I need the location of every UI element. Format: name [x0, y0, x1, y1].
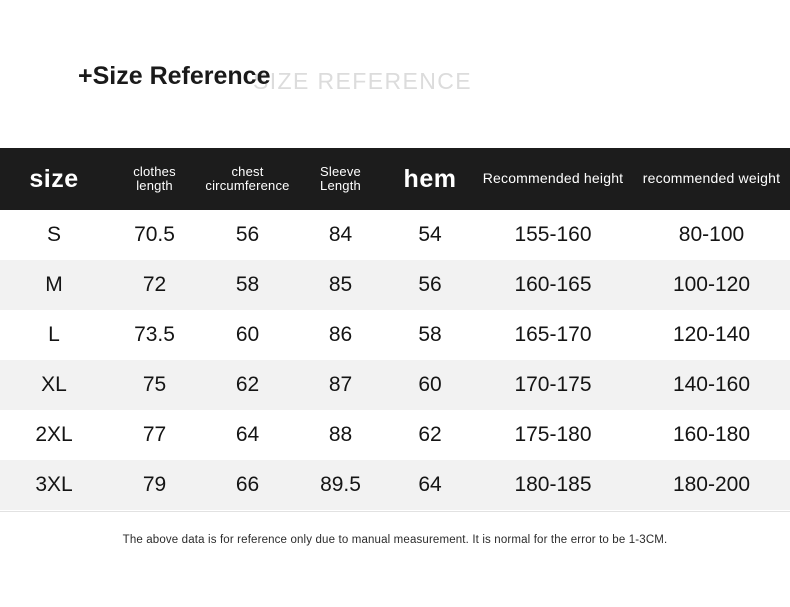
table-row: [0, 210, 790, 260]
cell-hem: 56: [418, 273, 442, 296]
page-title-block: [0, 62, 790, 128]
size-table-body: [0, 210, 790, 510]
cell-chest-circumference: 62: [235, 373, 260, 396]
page-title: +Size Reference: [78, 62, 271, 90]
cell-sleeve-length: 89.5: [320, 473, 361, 496]
cell-sleeve-length: 88: [328, 423, 353, 446]
size-table-head: [0, 148, 790, 210]
column-header-clothes-length: [108, 148, 201, 210]
header-line-1: chest: [231, 163, 264, 179]
cell-clothes-length: 77: [142, 423, 167, 446]
cell-clothes-length: 79: [142, 473, 167, 496]
header-line-2: circumference: [205, 178, 290, 193]
table-bottom-divider: [0, 511, 790, 512]
column-header-recommended-height: Recommended height: [482, 170, 624, 187]
table-row: [0, 460, 790, 510]
cell-hem: 58: [418, 323, 442, 346]
cell-sleeve-length: 84: [328, 223, 353, 246]
cell-chest-circumference: 60: [235, 323, 260, 346]
cell-size: XL: [41, 373, 67, 396]
cell-recommended-weight: 120-140: [672, 323, 751, 346]
table-row: [0, 360, 790, 410]
column-header-chest-circumference: [201, 148, 294, 210]
cell-chest-circumference: 58: [235, 273, 260, 296]
column-header-recommended-weight: recommended weight: [642, 170, 781, 187]
cell-size: M: [45, 273, 63, 296]
cell-size: S: [46, 223, 61, 246]
cell-recommended-height: 175-180: [514, 423, 592, 446]
table-row: [0, 410, 790, 460]
cell-chest-circumference: 56: [235, 223, 260, 246]
cell-recommended-height: 170-175: [514, 373, 592, 396]
cell-chest-circumference: 64: [235, 423, 260, 446]
header-line-2: Length: [320, 178, 361, 193]
size-table: [0, 148, 790, 510]
cell-hem: 54: [418, 223, 442, 246]
cell-recommended-height: 155-160: [514, 223, 592, 246]
cell-hem: 60: [418, 373, 442, 396]
cell-size: 2XL: [35, 423, 73, 446]
size-table-container: [0, 148, 790, 510]
header-line-1: clothes: [133, 163, 176, 179]
cell-hem: 64: [418, 473, 442, 496]
cell-clothes-length: 75: [142, 373, 167, 396]
cell-recommended-height: 180-185: [514, 473, 592, 496]
column-header-hem: hem: [403, 164, 457, 193]
cell-sleeve-length: 86: [328, 323, 353, 346]
table-row: [0, 310, 790, 360]
column-header-size: size: [29, 164, 79, 193]
table-row: [0, 260, 790, 310]
cell-recommended-height: 165-170: [514, 323, 592, 346]
header-line-1: Sleeve: [320, 163, 361, 179]
table-header-row: [0, 148, 790, 210]
measurement-disclaimer: The above data is for reference only due to manual measurement. It is normal for the error to be 1-3CM.: [122, 534, 668, 546]
cell-clothes-length: 73.5: [134, 323, 175, 346]
cell-sleeve-length: 87: [328, 373, 353, 396]
cell-recommended-weight: 140-160: [672, 373, 751, 396]
cell-clothes-length: 70.5: [134, 223, 175, 246]
cell-recommended-height: 160-165: [514, 273, 592, 296]
cell-recommended-weight: 100-120: [672, 273, 751, 296]
page-title-watermark: SIZE REFERENCE: [253, 68, 472, 94]
column-header-sleeve-length: [294, 148, 387, 210]
cell-hem: 62: [418, 423, 442, 446]
cell-recommended-weight: 80-100: [678, 223, 745, 246]
cell-size: L: [48, 323, 60, 346]
cell-recommended-weight: 180-200: [672, 473, 751, 496]
header-line-2: length: [136, 178, 173, 193]
cell-chest-circumference: 66: [235, 473, 260, 496]
cell-recommended-weight: 160-180: [672, 423, 751, 446]
cell-sleeve-length: 85: [328, 273, 353, 296]
cell-clothes-length: 72: [142, 273, 167, 296]
cell-size: 3XL: [35, 473, 73, 496]
